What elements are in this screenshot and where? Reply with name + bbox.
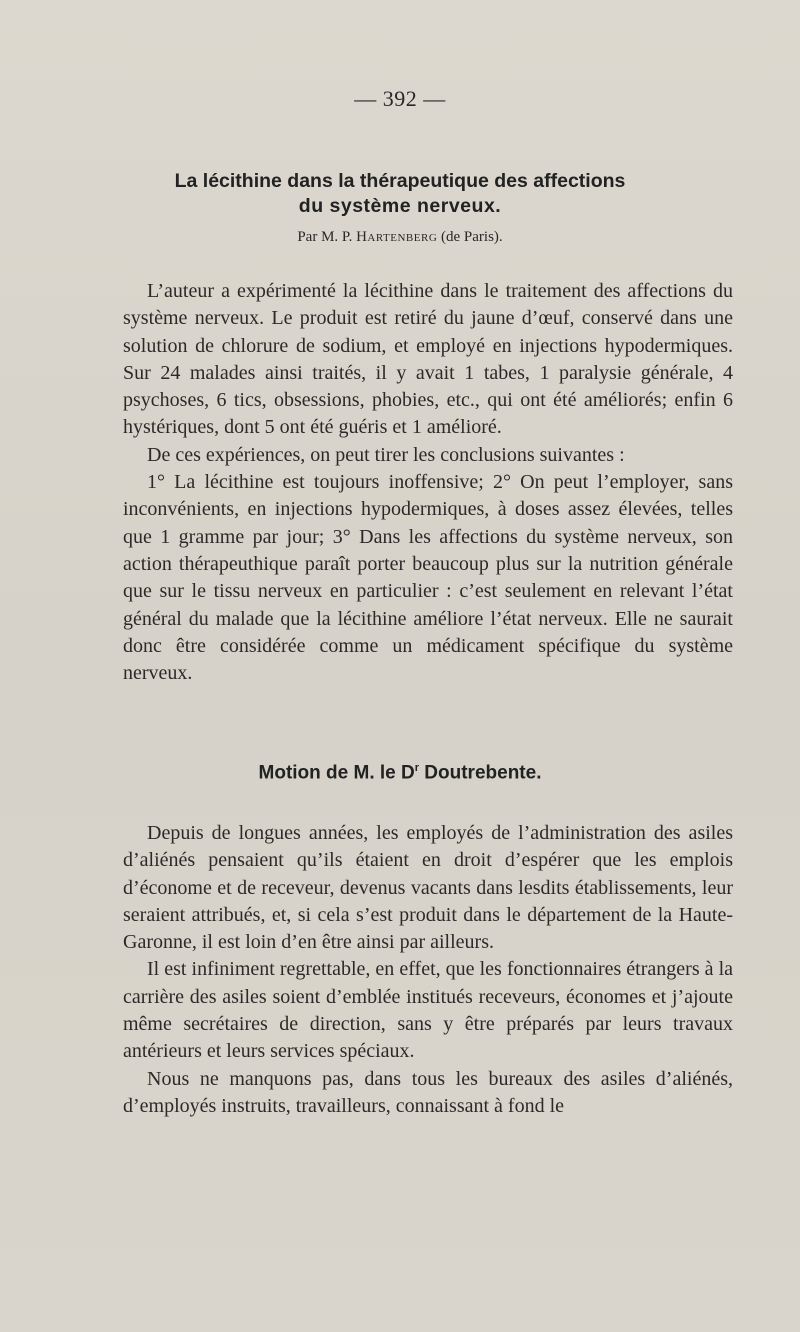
byline-suffix: (de Paris). [441,229,503,245]
motion-title-suffix: Doutrebente. [419,762,542,784]
page-number: — 392 — [354,86,446,111]
motion-title [0,762,800,784]
article-title [0,170,800,218]
article-title-line-2: du système nerveux. [298,195,502,217]
motion-title-sup: r [414,762,420,774]
motion-body [123,820,733,1120]
paragraph: De ces expériences, on peut tirer les conclusions suivantes : [147,443,625,466]
article-body [123,278,733,687]
motion-title-prefix: Motion de M. le D [258,762,415,784]
article-title-line-1: La lécithine dans la thérapeutique des affections [174,170,626,192]
paragraph: Nous ne manquons pas, dans tous les bureaux des asiles d’aliénés, d’employés instruits, travailleurs, connaissant à fond le [123,1067,733,1117]
byline-author: Hartenberg [356,229,438,245]
paragraph: 1° La lécithine est toujours inoffensive; 2° On peut l’employer, sans inconvénients, en injections hypodermiques, à doses assez élevées, telles que 1 gramme par jour; 3° Dans les affections du système nerveux, son action thérapeuthique paraît porter beaucoup plus sur la nutrition générale que sur le tissu nerveux en particulier : c’est seulement en relevant l’état général du malade que la lécithine améliore l’état nerveux. Elle ne saurait donc être considérée comme un médicament spécifique du système nerveux. [123,471,733,685]
article-byline [0,229,800,246]
paragraph: Il est infiniment regrettable, en effet, que les fonctionnaires étrangers à la carrière des asiles soient d’emblée institués receveurs, économes et j’ajoute même secrétaires de direction, sans y être préparés par leurs travaux antérieurs et leurs services spéciaux. [123,958,733,1063]
paragraph: Depuis de longues années, les employés de l’administration des asiles d’aliénés pensaient qu’ils étaient en droit d’espérer que les emplois d’économe et de receveur, devenus vacants dans lesdits établissements, leur seraient attribués, et, si cela s’est produit dans le département de la Haute-Garonne, il est loin d’en être ainsi par ailleurs. [123,822,733,954]
paragraph: L’auteur a expérimenté la lécithine dans le traitement des affections du système nerveux. Le produit est retiré du jaune d’œuf, conservé dans une solution de chlorure de sodium, et employé en injections hypodermiques. Sur 24 malades ainsi traités, il y avait 1 tabes, 1 paralysie générale, 4 psychoses, 6 tics, obsessions, phobies, etc., qui ont été améliorés; enfin 6 hystériques, dont 5 ont été guéris et 1 amélioré. [123,280,733,439]
byline-prefix: Par M. P. [297,229,353,245]
